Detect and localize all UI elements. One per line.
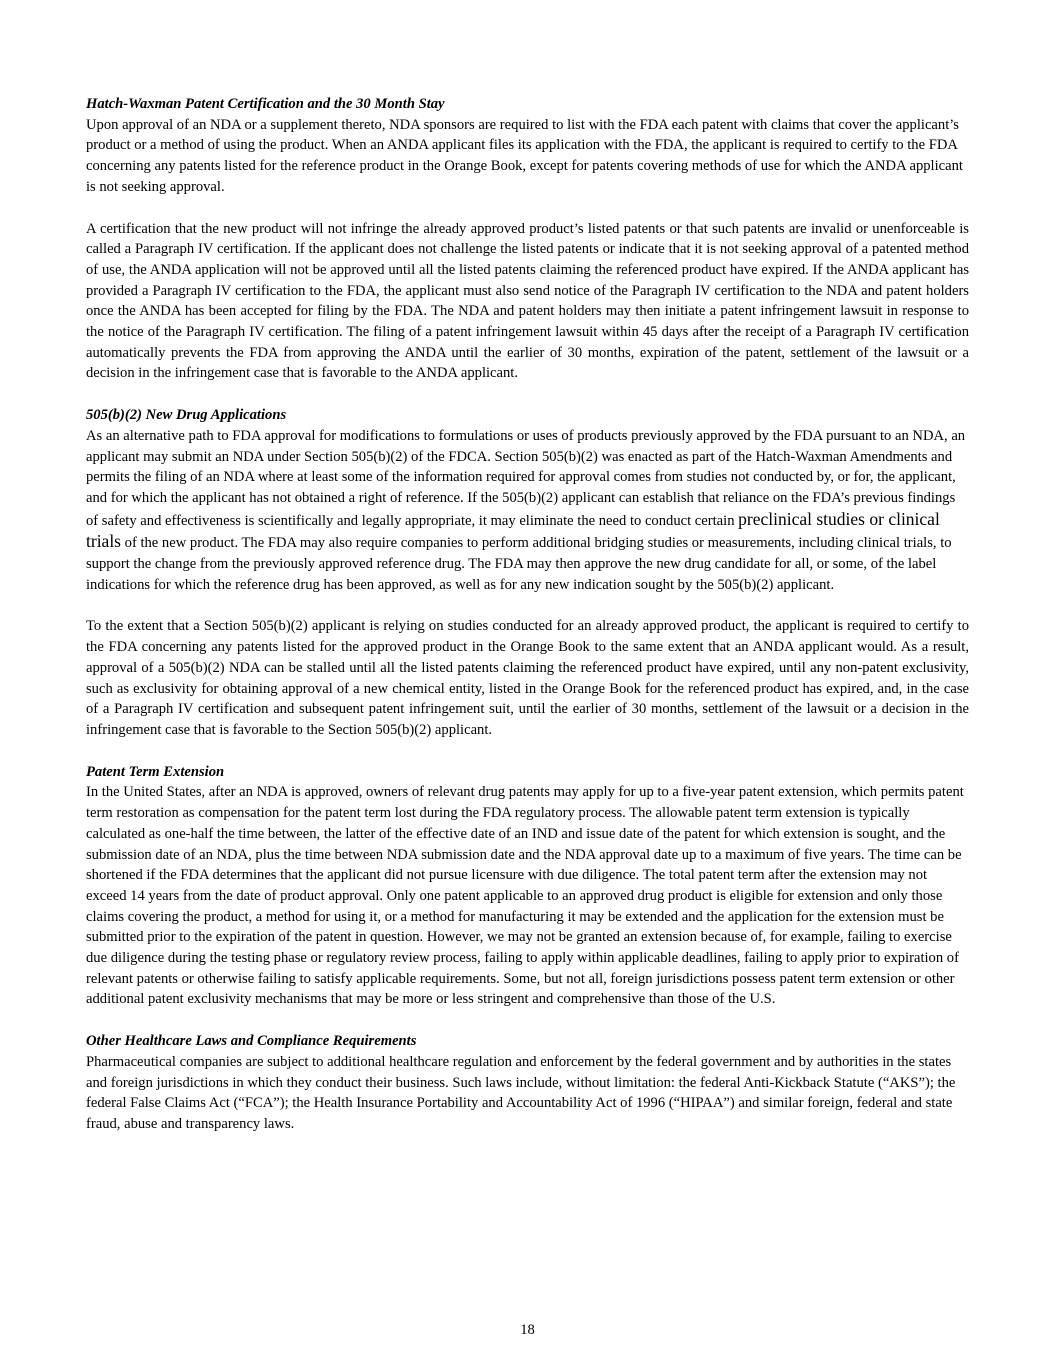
paragraph-gap [86,198,969,219]
paragraph-505b2-2: To the extent that a Section 505(b)(2) applicant is relying on studies conducted for an already approved product, the applicant is required to certify to the FDA concerning any patents listed for the approved product in the Orange Book to the same extent that an ANDA applicant would. As a result, approval of a 505(b)(2) NDA can be stalled until all the listed patents claiming the referenced product have expired, until any non-patent exclusivity, such as exclusivity for obtaining approval of a new chemical entity, listed in the Orange Book for the referenced product has expired, and, in the case of a Paragraph IV certification and subsequent patent infringement suit, until the earlier of 30 months, settlement of the lawsuit or a decision in the infringement case that is favorable to the Section 505(b)(2) applicant. [86,618,969,738]
paragraph-gap [86,384,969,405]
paragraph-patent-term-extension: In the United States, after an NDA is approved, owners of relevant drug patents may apply for up to a five-year patent extension, which permits patent term restoration as compensation for the patent term lost during the FDA regulatory process. The allowable patent term extension is typically calculated as one-half the time between, the latter of the effective date of an IND and issue date of the patent for which extension is sought, and the submission date of an NDA, plus the time between NDA submission date and the NDA approval date up to a maximum of five years. The time can be shortened if the FDA determines that the applicant did not pursue licensure with due diligence. The total patent term after the extension may not exceed 14 years from the date of product approval. Only one patent applicable to an approved drug product is eligible for extension and only those claims covering the product, a method for using it, or a method for manufacturing it may be extended and the application for the extension must be submitted prior to the expiration of the patent in question. However, we may not be granted an extension because of, for example, failing to exercise due diligence during the testing phase or regulatory review process, failing to apply within applicable deadlines, failing to apply prior to expiration of relevant patents or otherwise failing to satisfy applicable requirements. Some, but not all, foreign jurisdictions possess patent term extension or other additional patent exclusivity mechanisms that may be more or less stringent and comprehensive than those of the U.S. [86,784,964,1008]
paragraph-505b2-1-part-a: As an alternative path to FDA approval for modifications to formulations or uses of products previously approved by the FDA pursuant to an NDA, an applicant may submit an NDA under Section 505(b)(2) of the FDCA. Section 505(b)(2) was enacted as part of the Hatch-Waxman Amendments and permits the filing of an NDA where at least some of the information required for approval comes from studies not conducted by, or for, the applicant, and for which the applicant has not obtained a right of reference. If the 505(b)(2) applicant can establish that reliance on the FDA’s previous findings of safety and effectiveness is scientifically and legally appropriate, it may eliminate the need to conduct certain [86,427,966,529]
heading-hatch-waxman: Hatch-Waxman Patent Certification and the 30 Month Stay [86,96,445,112]
paragraph-gap [86,595,969,616]
heading-505b2: 505(b)(2) New Drug Applications [86,407,287,424]
paragraph-hatch-waxman-2: A certification that the new product will not infringe the already approved product’s listed patents or that such patents are invalid or unenforceable is called a Paragraph IV certification. If the applicant does not challenge the listed patents or indicate that it is not seeking approval of a patented method of use, the ANDA application will not be approved until all the listed patents claiming the referenced product have expired. If the ANDA applicant has provided a Paragraph IV certification to the FDA, the applicant must also send notice of the Paragraph IV certification to the NDA and patent holders once the ANDA has been accepted for filing by the FDA. The NDA and patent holders may then initiate a patent infringement lawsuit in response to the notice of the Paragraph IV certification. The filing of a patent infringement lawsuit within 45 days after the receipt of a Paragraph IV certification automatically prevents the FDA from approving the ANDA until the earlier of 30 months, expiration of the patent, settlement of the lawsuit or a decision in the infringement case that is favorable to the ANDA applicant. [86,220,969,382]
paragraph-gap [86,741,969,762]
paragraph-505b2-1-part-b: of the new product. The FDA may also require companies to perform additional bridging studies or measurements, including clinical trials, to support the change from the previously approved reference drug. The FDA may then approve the new drug candidate for all, or some, of the label indications for which the reference drug has been approved, as well as for any new indication sought by the 505(b)(2) applicant. [86,535,952,593]
paragraph-hatch-waxman-1: Upon approval of an NDA or a supplement thereto, NDA sponsors are required to list with the FDA each patent with claims that cover the applicant’s product or a method of using the product. When an ANDA applicant files its application with the FDA, the applicant is required to certify to the FDA concerning any patents listed for the reference product in the Orange Book, except for patents covering methods of use for which the ANDA applicant is not seeking approval. [86,116,963,195]
heading-patent-term-extension: Patent Term Extension [86,763,225,780]
page-number: 18 [520,1322,535,1338]
paragraph-other-healthcare-laws: Pharmaceutical companies are subject to additional healthcare regulation and enforcement by the federal government and by authorities in the states and foreign jurisdictions in which they conduct their business. Such laws include, without limitation: the federal Anti-Kickback Statute (“AKS”); the federal False Claims Act (“FCA”); the Health Insurance Portability and Accountability Act of 1996 (“HIPAA”) and similar foreign, federal and state fraud, abuse and transparency laws. [86,1053,956,1132]
paragraph-gap [86,1010,969,1031]
paragraph-505b2-1-emphasis: preclinical studies or clinical trials [86,508,940,552]
document-page [86,94,969,1135]
heading-other-healthcare-laws: Other Healthcare Laws and Compliance Requirements [86,1033,417,1050]
paragraph-505b2-1 [86,426,969,596]
